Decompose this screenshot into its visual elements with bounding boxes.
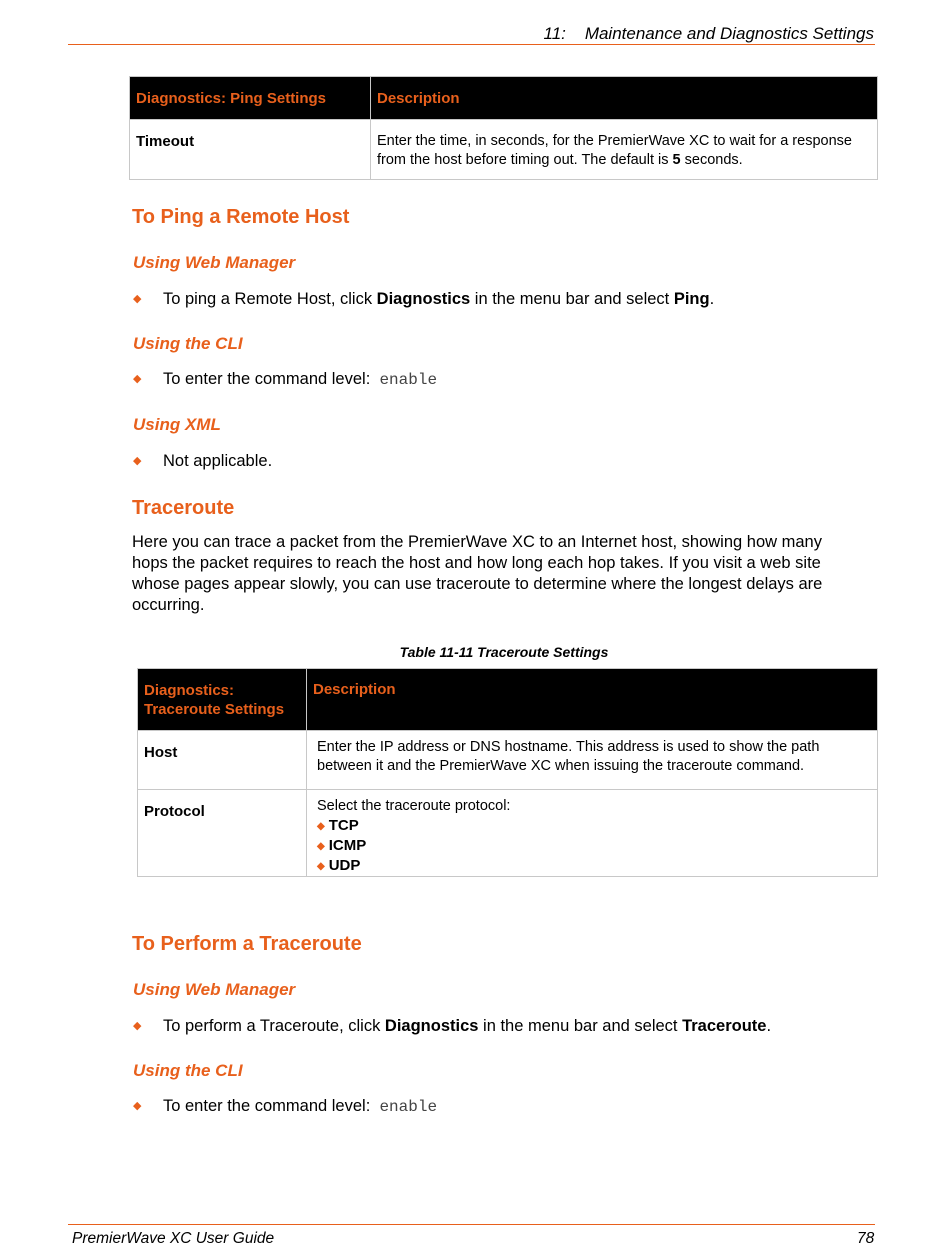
ping-cli-step: ◆ To enter the command level: enable [133, 370, 438, 389]
ping-table-header-setting: Diagnostics: Ping Settings [130, 77, 371, 120]
host-description: Enter the IP address or DNS hostname. This address is used to show the path between it and the PremierWave XC when issuing the traceroute command. [307, 731, 878, 790]
traceroute-paragraph: Here you can trace a packet from the PremierWave XC to an Internet host, showing how many hops the packet requires to reach the host and how long each hop takes. If you visit a web site whose pages appear slowly, you can use traceroute to determine where the longest delays are occurring. [132, 533, 823, 614]
table-row [130, 120, 878, 180]
trace-table-header-setting: Diagnostics: Traceroute Settings [138, 669, 307, 731]
protocol-label: Protocol [138, 790, 307, 877]
protocol-option-tcp: ◆ TCP [317, 817, 359, 834]
chapter-number: 11: [543, 24, 566, 43]
perform-web-manager-step: ◆ To perform a Traceroute, click Diagnostics in the menu bar and select Traceroute. [133, 1017, 772, 1035]
footer-guide-title: PremierWave XC User Guide [72, 1230, 275, 1247]
perform-cli-step: ◆ To enter the command level: enable [133, 1097, 438, 1116]
diamond-bullet-icon: ◆ [133, 455, 142, 467]
ping-settings-table [129, 76, 878, 180]
diamond-bullet-icon: ◆ [133, 1020, 142, 1032]
ping-web-manager-heading: Using Web Manager [133, 253, 296, 272]
diamond-bullet-icon: ◆ [317, 861, 325, 872]
protocol-option-udp: ◆ UDP [317, 857, 361, 874]
ping-cli-heading: Using the CLI [133, 334, 243, 353]
table-row [138, 790, 878, 877]
diamond-bullet-icon: ◆ [133, 373, 142, 385]
perform-cli-heading: Using the CLI [133, 1061, 243, 1080]
table-row [138, 731, 878, 790]
diamond-bullet-icon: ◆ [133, 1100, 142, 1112]
cli-command: enable [379, 1098, 438, 1116]
ping-heading: To Ping a Remote Host [132, 206, 350, 228]
traceroute-heading: Traceroute [132, 497, 235, 519]
ping-xml-heading: Using XML [133, 415, 221, 434]
trace-table-header-description: Description [307, 669, 878, 731]
host-label: Host [138, 731, 307, 790]
timeout-description: Enter the time, in seconds, for the PremierWave XC to wait for a response from the host before timing out. The default is 5 seconds. [371, 120, 878, 180]
protocol-description: Select the traceroute protocol: ◆ TCP ◆ ICMP ◆ UDP [307, 790, 878, 877]
page-number: 78 [857, 1230, 875, 1247]
ping-web-manager-step: ◆ To ping a Remote Host, click Diagnostics in the menu bar and select Ping. [133, 290, 715, 308]
ping-table-header-description: Description [371, 77, 878, 120]
diamond-bullet-icon: ◆ [133, 293, 142, 305]
ping-xml-step: ◆ Not applicable. [133, 452, 273, 470]
footer-rule [68, 1224, 875, 1225]
diamond-bullet-icon: ◆ [317, 821, 325, 832]
perform-traceroute-heading: To Perform a Traceroute [132, 933, 362, 955]
diamond-bullet-icon: ◆ [317, 841, 325, 852]
traceroute-settings-table [137, 668, 878, 877]
timeout-label: Timeout [130, 120, 371, 180]
perform-web-manager-heading: Using Web Manager [133, 980, 296, 999]
header-rule [68, 44, 875, 45]
page-header [544, 24, 874, 44]
cli-command: enable [379, 371, 438, 389]
table-caption: Table 11-11 Traceroute Settings [399, 644, 609, 660]
chapter-title: Maintenance and Diagnostics Settings [584, 24, 874, 43]
protocol-option-icmp: ◆ ICMP [317, 837, 367, 854]
